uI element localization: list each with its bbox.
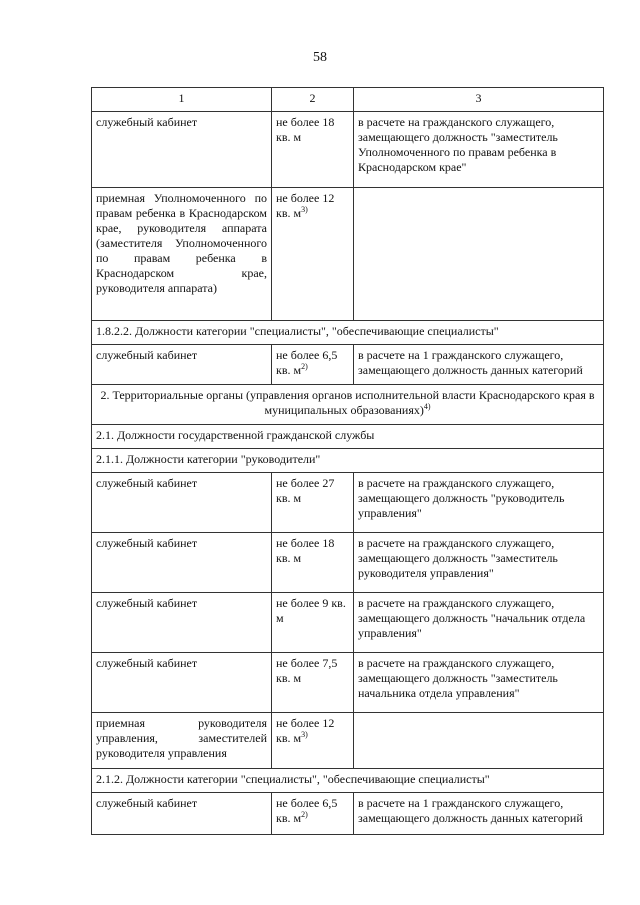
section-heading: 2.1. Должности государственной гражданской службы [92, 425, 604, 449]
section-heading: 2.1.2. Должности категории "специалисты", "обеспечивающие специалисты" [92, 769, 604, 793]
room-type-cell: служебный кабинет [92, 793, 272, 835]
area-norm-cell: не более 18 кв. м [272, 533, 354, 593]
page-number: 58 [313, 50, 327, 65]
table-row [92, 188, 604, 321]
area-norm-cell: не более 18 кв. м [272, 112, 354, 188]
table-row [92, 345, 604, 385]
note-cell: в расчете на гражданского служащего, замещающего должность "начальник отдела управления" [354, 593, 604, 653]
section-row [92, 385, 604, 425]
table-row [92, 473, 604, 533]
area-norm-text: не более 12 кв. м [276, 191, 335, 220]
note-cell: в расчете на гражданского служащего, замещающего должность "руководитель управления" [354, 473, 604, 533]
column-header-3: 3 [354, 88, 604, 112]
note-cell: в расчете на 1 гражданского служащего, замещающего должность данных категорий [354, 793, 604, 835]
note-cell: в расчете на 1 гражданского служащего, замещающего должность данных категорий [354, 345, 604, 385]
area-norm-cell: не более 9 кв. м [272, 593, 354, 653]
table-row [92, 793, 604, 835]
column-header-2: 2 [272, 88, 354, 112]
room-type-cell: служебный кабинет [92, 533, 272, 593]
footnote-ref: 3) [301, 730, 308, 739]
section-heading [92, 385, 604, 425]
section-heading: 2.1.1. Должности категории "руководители" [92, 449, 604, 473]
area-norm-cell: не более 7,5 кв. м [272, 653, 354, 713]
room-type-cell: служебный кабинет [92, 653, 272, 713]
section-row [92, 769, 604, 793]
area-norm-cell [272, 188, 354, 321]
table-row [92, 112, 604, 188]
section-heading: 1.8.2.2. Должности категории "специалисты", "обеспечивающие специалисты" [92, 321, 604, 345]
section-row [92, 425, 604, 449]
table-row [92, 593, 604, 653]
area-norm-cell [272, 793, 354, 835]
note-cell: в расчете на гражданского служащего, замещающего должность "заместитель руководителя управления" [354, 533, 604, 593]
area-norm-cell [272, 713, 354, 769]
section-row [92, 321, 604, 345]
section-heading-text: 2. Территориальные органы (управления органов исполнительной власти Краснодарского края в муниципальных образованиях) [100, 388, 595, 417]
area-norm-text: не более 12 кв. м [276, 716, 335, 745]
room-type-cell: служебный кабинет [92, 112, 272, 188]
room-type-cell: приемная Уполномоченного по правам ребенка в Краснодарском крае, руководителя аппарата (заместителя Уполномоченного по правам ребенка в Краснодарском крае, руководителя аппарата) [92, 188, 272, 321]
norms-table [91, 87, 604, 835]
area-norm-cell [272, 345, 354, 385]
footnote-ref: 3) [301, 205, 308, 214]
table-row [92, 653, 604, 713]
note-cell: в расчете на гражданского служащего, замещающего должность "заместитель начальника отдела управления" [354, 653, 604, 713]
footnote-ref: 4) [423, 402, 431, 411]
note-cell: в расчете на гражданского служащего, замещающего должность "заместитель Уполномоченного по правам ребенка в Краснодарском крае" [354, 112, 604, 188]
table-header-row [92, 88, 604, 112]
room-type-cell: служебный кабинет [92, 345, 272, 385]
area-norm-cell: не более 27 кв. м [272, 473, 354, 533]
note-cell [354, 188, 604, 321]
area-norm-text: не более 6,5 кв. м [276, 796, 338, 825]
room-type-cell: служебный кабинет [92, 593, 272, 653]
footnote-ref: 2) [301, 362, 308, 371]
column-header-1: 1 [92, 88, 272, 112]
section-row [92, 449, 604, 473]
room-type-cell: служебный кабинет [92, 473, 272, 533]
note-cell [354, 713, 604, 769]
footnote-ref: 2) [301, 810, 308, 819]
table-row [92, 713, 604, 769]
area-norm-text: не более 6,5 кв. м [276, 348, 338, 377]
table-row [92, 533, 604, 593]
room-type-cell: приемная руководителя управления, заместителей руководителя управления [92, 713, 272, 769]
